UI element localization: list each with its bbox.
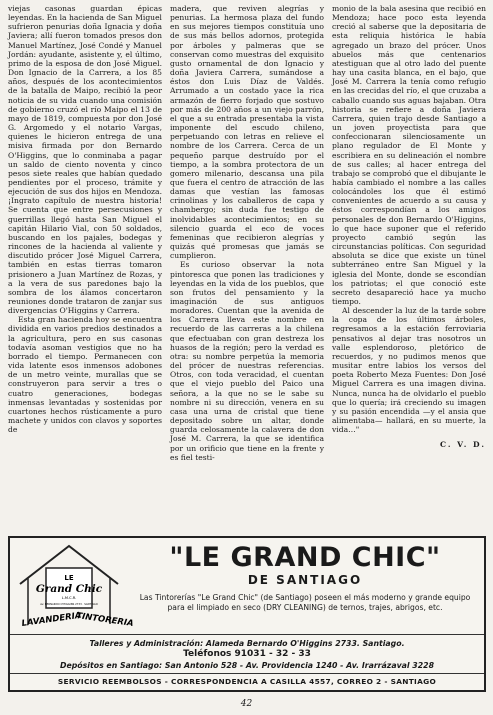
ad-telefonos: Teléfonos 91031 - 32 - 33 bbox=[183, 649, 311, 659]
logo-graphic bbox=[10, 538, 135, 634]
logo-le-text: LE bbox=[64, 574, 74, 582]
article-column-1 bbox=[8, 4, 162, 528]
paragraph: viejas casonas guardan épicas leyendas. En la hacienda de San Miguel sufrieron penurias doña Ignacia y doña Javiera; allí fueron tomados presos don Manuel Martínez, José Condé y Manuel Jordán: ayudante, asistente y, el último, primo de la esposa de don José Miguel. Don Ignacio de la Carrera, a los 85 años, después de los acontecimientos de la batalla de Maipo, recibió la peor noticia de su vida cuando una comisión de gobierno cruzó el río Maipo el 13 de mayo de 1819, compuesta por don José G. Argomedo y el notario Vargas, quienes le hicieron entrega de una misiva firmada por don Bernardo O'Higgins, que lo conminaba a pagar un saldo de ciento noventa y cinco pesos siete reales que habían quedado pendientes por el proceso, trámite y ejecución de sus dos hijos en Mendoza. ¡Ingrato capítulo de nuestra historia! Se cuenta que entre persecusiones y guerrillas llegó hasta San Miguel el capitán Hilario Vial, con 50 soldados, buscando en los pajales, bodegas y rincones de la hacienda al valiente y discutido prócer José Miguel Carrera, también en estas tierras tomaron prisionero a Juan Martínez de Rozas, y a la vera de sus paredones bajo la sombra de los álamos concertaron reuniones donde trataron de zanjar sus divergencias O'Higgins y Carrera. bbox=[8, 4, 162, 316]
paragraph: Es curioso observar la nota pintoresca que ponen las tradiciones y leyendas en la vida de los pueblos, que son frutos del pensamiento y la imaginación de sus antiguos moradores. Cuentan que la avenida de los Carrera lleva este nombre en recuerdo de las carreras a la chilena que efectuaban con gran destreza los huasos de la región; pero la verdad es otra: su nombre perpetúa la memoria del prócer de nuestras referencias. Otros, con toda veracidad, el cuentan que el viejo pueblo del Paico una señora, a la que no se le sabe su nombre ni su dirección, venera en su casa una urna de cristal que tiene depositado sobre un altar, donde guarda celosamente la calavera de don José M. Carrera, la que se identifica por un orificio que tiene en la frente y es fiel testi- bbox=[170, 260, 324, 462]
paragraph: monio de la bala asesina que recibió en Mendoza; hace poco esta leyenda creció al saberse que la depositaria de esta reliquia histórica le había agregado un brazo del prócer. Unos abuelos más que centenarios atestiguan que al otro lado del puente hay una casita blanca, en el bajo, que José M. Carrera la tenía como refugio en las crecidas del río, el que cruzaba a caballo cuando sus aguas bajaban. Otra historia se refiere a doña Javiera Carrera, quien trajo desde Santiago a un joven proyectista para que confeccionaran silenciosamente un plano regulador de El Monte y escribiera en su delineación el nombre de sus calles; al hacer entrega del trabajo se comprobó que el dibujante le había cambiado el nombre a las calles colocándoles los que él estimó convenientes de acuerdo a su causa y éstos correspondían a los amigos personales de don Bernardo O'Higgins, lo que hace suponer que el referido proyecto cambió según las circunstancias políticas. Con seguridad absoluta se dice que existe un túnel subterráneo entre San Miguel y la iglesia del Monte, donde se escondían los patriotas; el que conoció este secreto desapareció hace ya mucho tiempo. bbox=[332, 4, 486, 306]
ad-talleres: Talleres y Administración: Alameda Bernardo O'Higgins 2733. Santiago. bbox=[89, 639, 405, 648]
ad-depositos: Depósitos en Santiago: San Antonio 528 - Av. Providencia 1240 - Av. Irarrázaval 3228 bbox=[59, 661, 435, 670]
logo-small-text: L.M.C.R. bbox=[61, 596, 77, 600]
logo-address-text: Av. BERNARDO O'HIGGINS 2733 · SANTIAGO bbox=[40, 603, 98, 606]
ad-footer: SERVICIO REEMBOLSOS - CORRESPONDENCIA A CASILLA 4557, CORREO 2 - SANTIAGO bbox=[10, 673, 484, 690]
logo-lavanderia-text: LAVANDERIA bbox=[21, 610, 83, 629]
logo-tintoreria-text: TINTORERIA bbox=[75, 611, 135, 630]
article-column-3 bbox=[332, 4, 486, 528]
logo-name-text: Grand Chic bbox=[35, 583, 103, 595]
brand-logo bbox=[10, 538, 135, 634]
paragraph: Esta gran hacienda hoy se encuentra dividida en varios predios destinados a la agricultura, pero en sus casonas todavía asoman vestigios que no ha borrado el tiempo. Permanecen con vida latente esos inmensos adobones de un metro veinte, murallas que se construyeron para servir a tres o cuatro generaciones, bodegas inmensas levantadas y sostenidas por cuartones hechos rústicamente a puro machete y unidos con clavos y soportes de bbox=[8, 315, 162, 435]
ad-description: Las Tintorerías "Le Grand Chic" (de Santiago) poseen el más moderno y grande equipo para el limpiado en seco (DRY CLEANING) de ternos, trajes, abrigos, etc. bbox=[139, 593, 471, 612]
ad-title: "LE GRAND CHIC" bbox=[169, 542, 441, 573]
page-number: 42 bbox=[240, 699, 253, 709]
advertisement bbox=[8, 536, 486, 692]
paragraph: madera, que reviven alegrías y penurias. La hermosa plaza del fundo en sus mejores tiempos constituía uno de sus más bellos adornos, protegida por árboles y palmeras que se conservan como muestras del exquisito gusto ornamental de don Ignacio y doña Javiera Carrera, sumándose a éstos don Luis Díaz de Valdés. Arrumado a un costado yace la rica armazón de fierro forjado que sostuvo por más de 200 años a un viejo parrón, el que a su entrada presentaba la vista imponente del escudo chileno, perpetuando con letras en relieve el nombre de los Carrera. Cerca de un pequeño parque destruído por el tiempo, a la sombra protectora de un gomero milenario, descansa una pila que fuera el centro de atracción de las damas que vestían las famosas crinolinas y los caballeros de capa y chambergo; sin duda fue testigo de inolvidables acontecimientos; en su silencio guarda el eco de voces femeninas que recibieron alegrías y quizás qué promesas que jamás se cumplieron. bbox=[170, 4, 324, 261]
paragraph: Al descender la luz de la tarde sobre la copa de los últimos árboles, regresamos a la estación ferroviaria pensativos al dejar tras nosotros un valle esplendoroso, pletórico de recuerdos, y no pudimos menos que musitar entre labios los versos del poeta Roberto Meza Fuentes: Don José Miguel Carrera es una imagen divina. Nunca, nunca ha de olvidarlo el pueblo que lo quería; irá creciendo su imagen y su pasión encendida —y el ansia que alimentaba— hallará, en su muerte, la vida…" bbox=[332, 306, 486, 435]
ad-subtitle: DE SANTIAGO bbox=[247, 573, 363, 587]
article-columns bbox=[8, 4, 486, 528]
article-column-2 bbox=[170, 4, 324, 528]
author-signature: C. V. D. bbox=[439, 440, 486, 450]
